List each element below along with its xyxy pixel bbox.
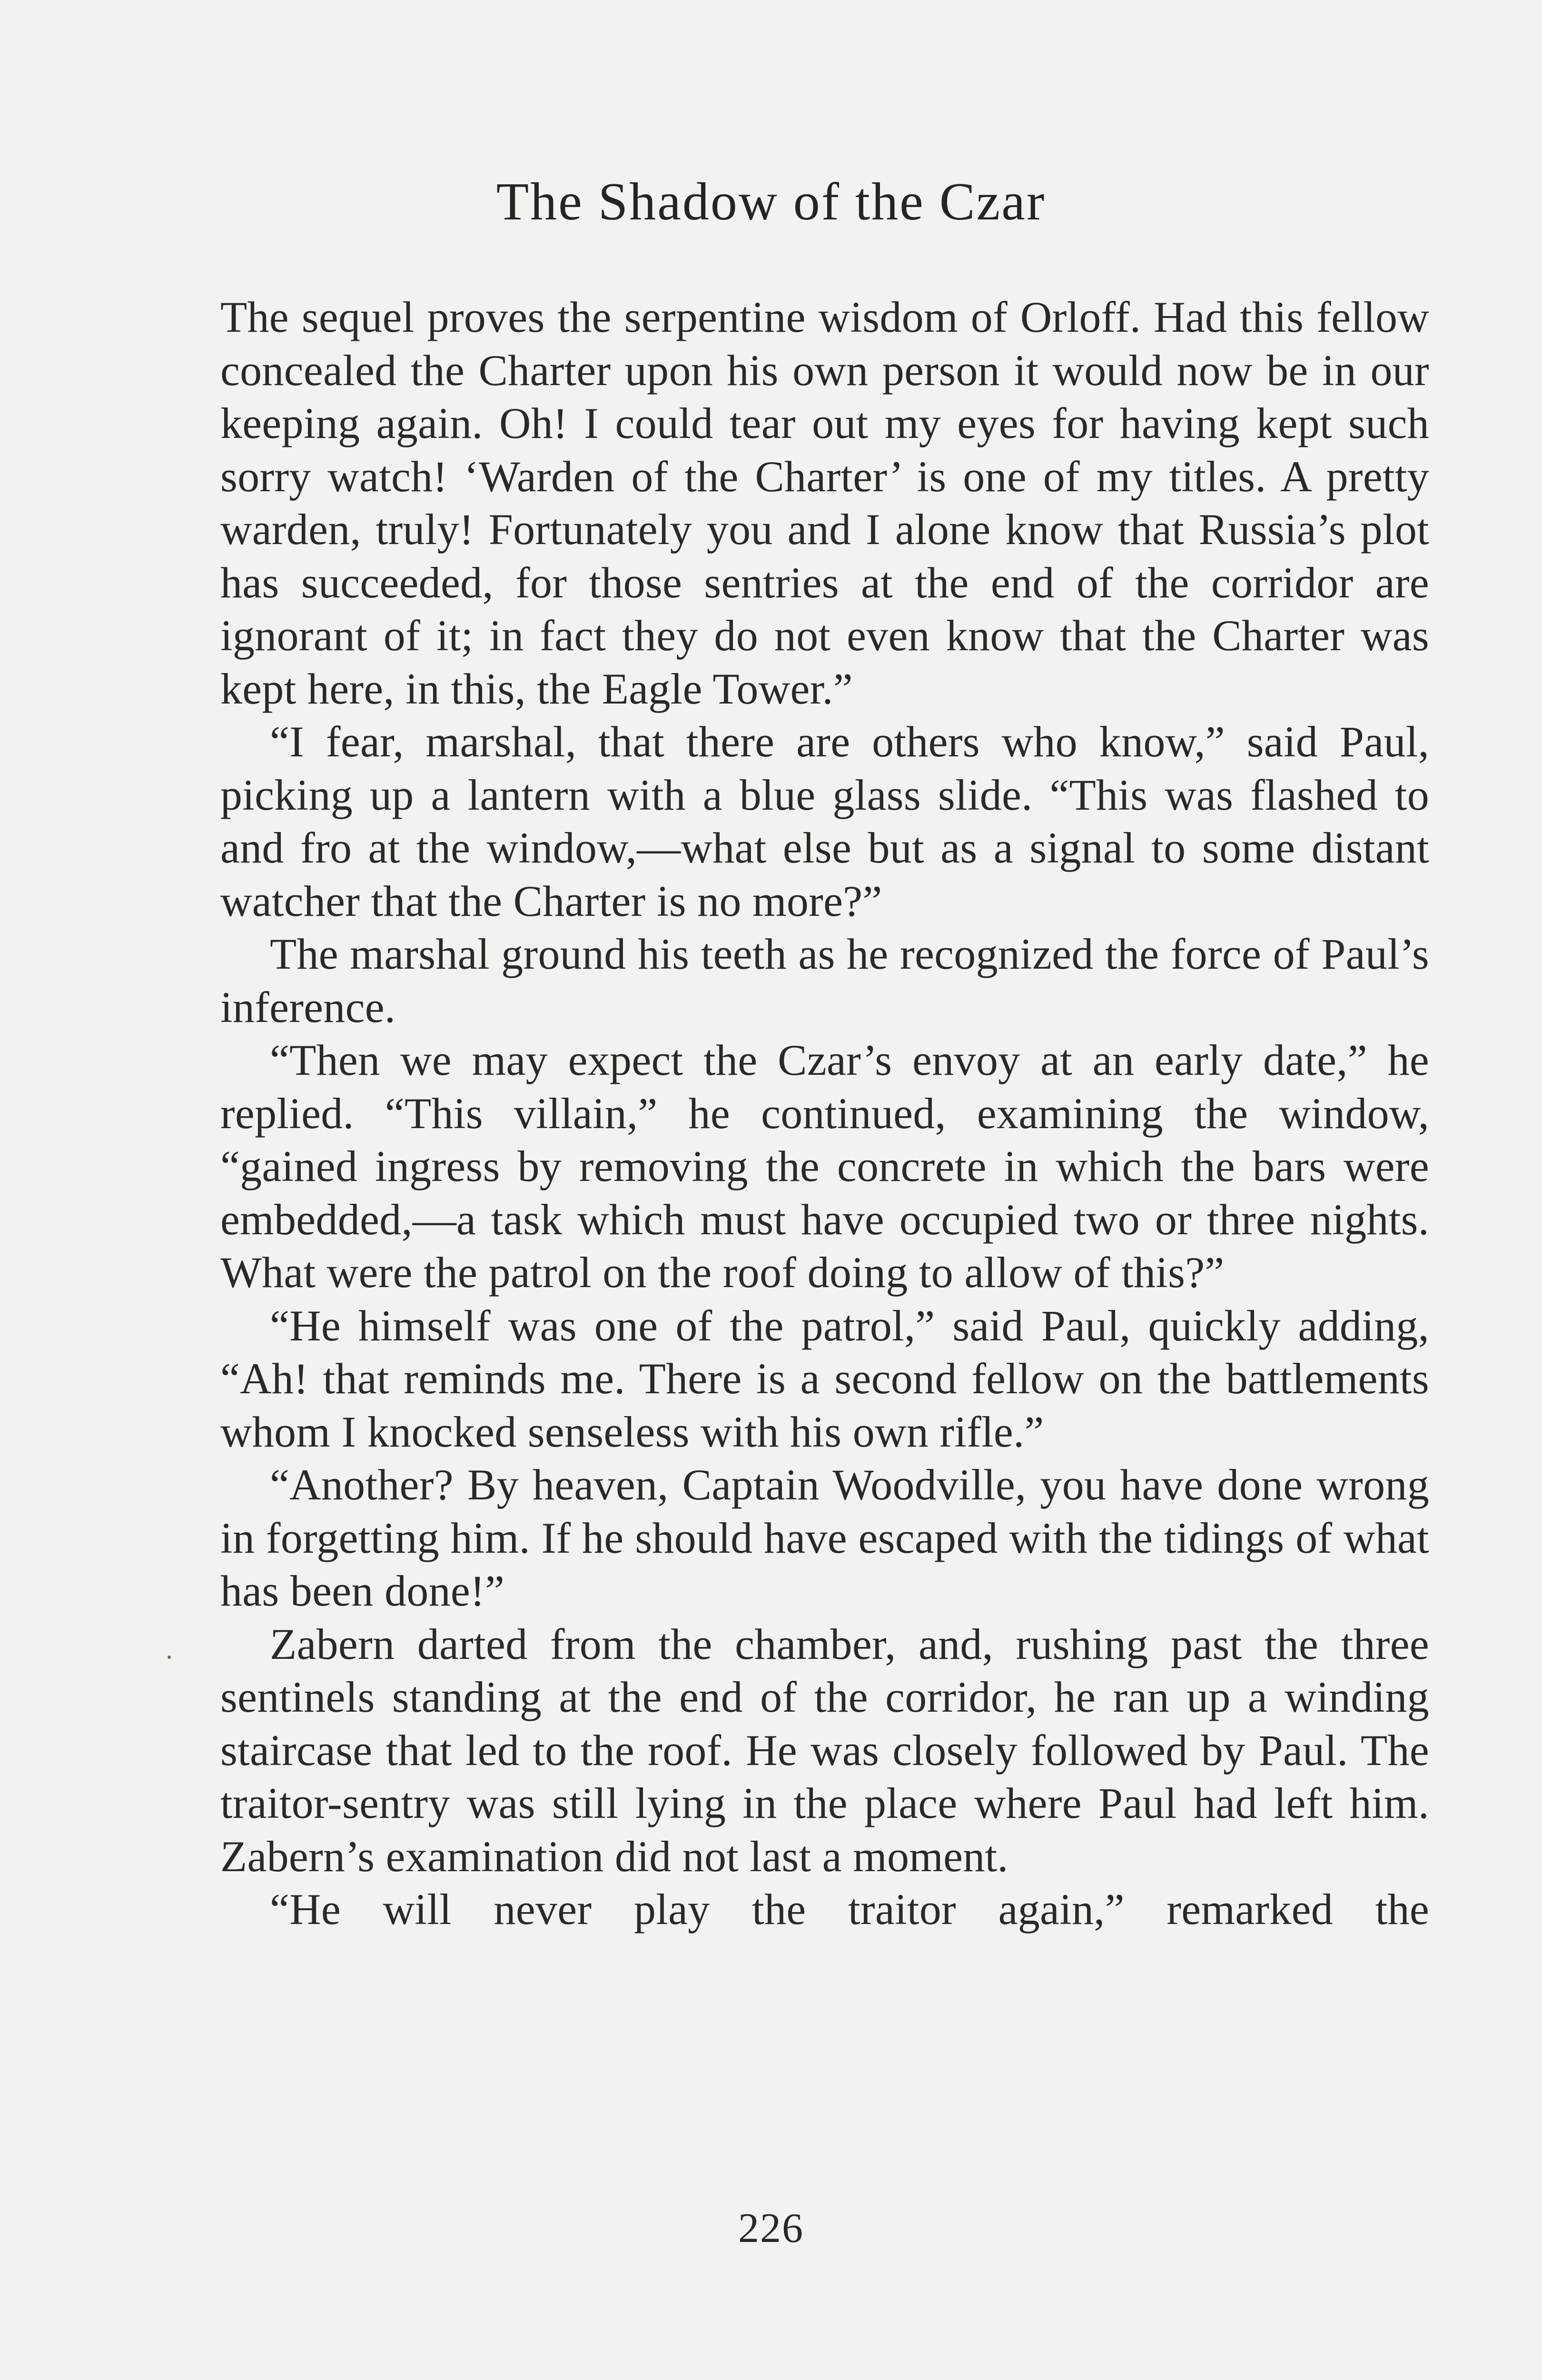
body-text <box>220 291 1429 1936</box>
paragraph-2: “I fear, marshal, that there are others who know,” said Paul, picking up a lantern with a blue glass slide. “This was flashed to and fro at the window,—what else but as a signal to some distant watcher that the Charter is no more?” <box>220 717 1429 925</box>
paragraph-7: Zabern darted from the chamber, and, rushing past the three sentinels standing at the end of the corridor, he ran up a winding staircase that led to the roof. He was closely followed by Paul. The traitor-sentry was still lying in the place where Paul had left him. Zabern’s examination did not last a moment. <box>220 1619 1429 1881</box>
paragraph-8: “He will never play the traitor again,” remarked the <box>270 1885 1429 1934</box>
page-number: 226 <box>738 2205 804 2251</box>
paragraph-1: The sequel proves the serpentine wisdom of Orloff. Had this fellow concealed the Charter upon his own person it would now be in our keeping again. Oh! I could tear out my eyes for having kept such sorry watch! ‘Warden of the Charter’ is one of my titles. A pretty warden, truly! Fortunately you and I alone know that Russia’s plot has succeeded, for those sentries at the end of the corridor are ignorant of it; in fact they do not even know that the Charter was kept here, in this, the Eagle Tower.” <box>220 293 1429 713</box>
paragraph-5: “He himself was one of the patrol,” said Paul, quickly adding, “Ah! that reminds me. There is a second fellow on the battlements whom I knocked senseless with his own rifle.” <box>220 1301 1429 1456</box>
paragraph-3: The marshal ground his teeth as he recognized the force of Paul’s inference. <box>220 930 1429 1031</box>
paragraph-6: “Another? By heaven, Captain Woodville, you have done wrong in forgetting him. If he should have escaped with the tidings of what has been done!” <box>220 1460 1429 1615</box>
ink-speck <box>168 1656 171 1659</box>
running-header-title: The Shadow of the Czar <box>496 172 1046 231</box>
paragraph-4: “Then we may expect the Czar’s envoy at an early date,” he replied. “This villain,” he continued, examining the window, “gained ingress by removing the concrete in which the bars were embedded,—a task which must have occupied two or three nights. What were the patrol on the roof doing to allow of this?” <box>220 1036 1429 1297</box>
